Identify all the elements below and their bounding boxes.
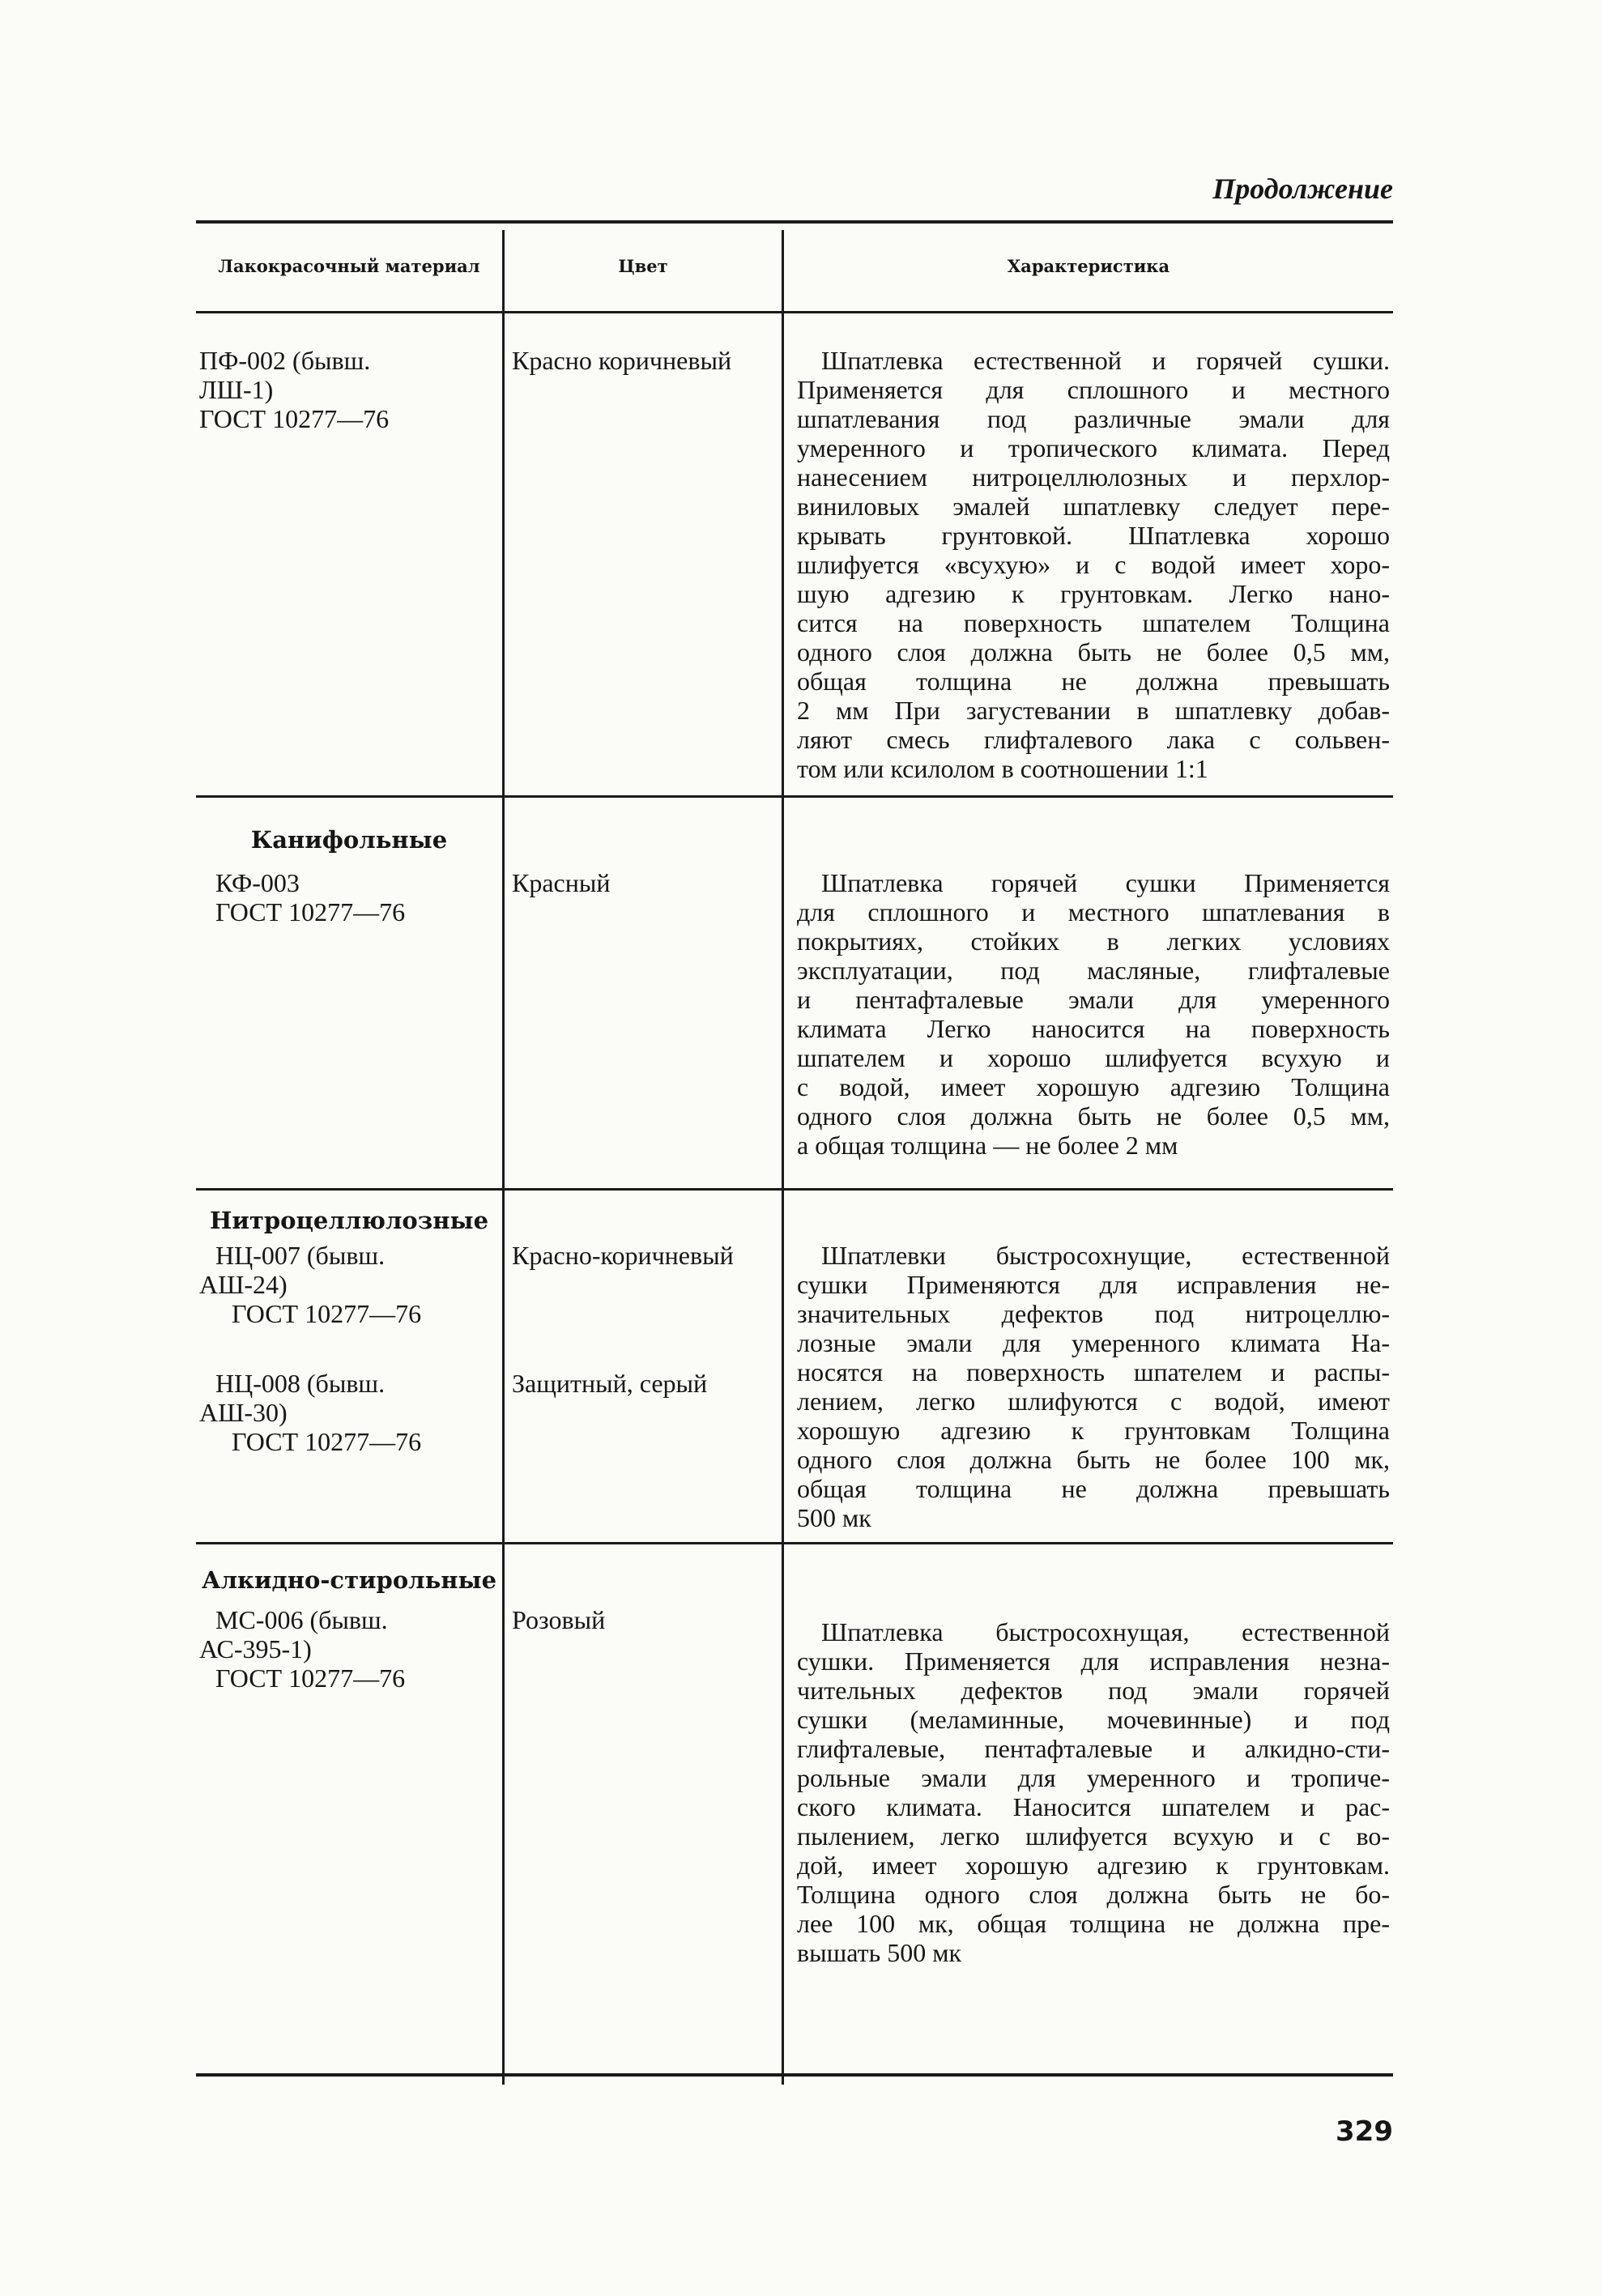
material-former-code: ЛШ-1) [199,375,274,404]
description-line: рольные эмали для умеренного и тропиче- [797,1763,1390,1792]
description-line: крывать грунтовкой. Шпатлевка хорошо [797,521,1390,550]
material-former-code: АС-395-1) [199,1634,312,1663]
description-line: Шпатлевки быстросохнущие, естественной [821,1241,1390,1270]
description-line: с водой, имеет хорошую адгезию Толщина [797,1072,1390,1101]
column-divider [782,230,784,2085]
description-line: одного слоя должна быть не более 100 мк, [797,1445,1390,1474]
color-cell: Красно-коричневый [512,1241,734,1270]
group-heading: Нитроцеллюлозные [209,1207,489,1234]
characteristics-cell [797,868,1390,1160]
group-heading: Канифольные [250,826,448,854]
description-line: Толщина одного слоя должна быть не бо- [797,1880,1390,1909]
description-line: умеренного и тропического климата. Перед [797,433,1390,462]
description-line: Шпатлевка естественной и горячей сушки. [821,346,1390,375]
characteristics-cell [797,1617,1390,1967]
color-cell: Защитный, серый [512,1369,708,1398]
material-gost: ГОСТ 10277—76 [199,404,390,433]
column-divider [502,230,505,2085]
column-header-color: Цвет [618,255,668,276]
description-line: значительных дефектов под нитроцеллю- [797,1299,1390,1328]
material-cell [196,1605,501,1693]
description-line: шпатлевания под различные эмали для [797,404,1390,433]
description-line: лозные эмали для умеренного климата На- [797,1328,1390,1357]
row-divider [196,795,1393,798]
material-gost: ГОСТ 10277—76 [215,1663,406,1693]
description-line: сится на поверхность шпателем Толщина [797,608,1390,637]
table-bottom-rule [196,2073,1393,2077]
description-line: ского климата. Наносится шпателем и рас- [797,1792,1390,1821]
material-gost: ГОСТ 10277—76 [215,897,406,926]
characteristics-cell [797,346,1390,783]
description-line: общая толщина не должна превышать [797,667,1390,696]
material-former-code: АШ-24) [199,1270,288,1299]
description-line: шую адгезию к грунтовкам. Легко нано- [797,579,1390,608]
description-line: 2 мм При загустевании в шпатлевку добав- [797,696,1390,725]
continuation-label: Продолжение [1212,173,1393,205]
description-line: сушки Применяются для исправления не- [797,1270,1390,1299]
material-cell [196,1369,501,1456]
description-line: общая толщина не должна превышать [797,1474,1390,1503]
description-line: сушки. Применяется для исправления незна- [797,1646,1390,1676]
material-name: НЦ-007 (бывш. [215,1241,386,1270]
description-line: ляют смесь глифталевого лака с сольвен- [797,725,1390,754]
column-header-material: Лакокрасочный материал [218,255,480,276]
description-line: Применяется для сплошного и местного [797,375,1390,404]
materials-table [196,220,1393,2085]
description-line: лее 100 мк, общая толщина не должна пре- [797,1909,1390,1938]
description-line: и пентафталевые эмали для умеренного [797,985,1390,1014]
description-line: одного слоя должна быть не более 0,5 мм, [797,1101,1390,1131]
description-line: чительных дефектов под эмали горячей [797,1676,1390,1705]
characteristics-cell [797,1241,1390,1532]
group-heading: Алкидно-стирольные [201,1566,497,1594]
description-line: Шпатлевка быстросохнущая, естественной [821,1617,1390,1646]
description-line: шпателем и хорошо шлифуется всухую и [797,1043,1390,1072]
material-cell [196,868,501,926]
description-line: вышать 500 мк [797,1938,961,1967]
material-name: НЦ-008 (бывш. [215,1369,386,1398]
header-bottom-rule [196,311,1393,313]
material-cell [196,346,501,433]
description-line: климата Легко наносится на поверхность [797,1014,1390,1043]
material-gost: ГОСТ 10277—76 [232,1299,422,1328]
description-line: пылением, легко шлифуется всухую и с во- [797,1821,1390,1851]
row-divider [196,1188,1393,1191]
material-gost: ГОСТ 10277—76 [232,1427,422,1456]
description-line: глифталевые, пентафталевые и алкидно-сти- [797,1734,1390,1763]
description-line: нанесением нитроцеллюлозных и перхлор- [797,462,1390,492]
description-line: одного слоя должна быть не более 0,5 мм, [797,637,1390,667]
description-line: эксплуатации, под масляные, глифталевые [797,956,1390,985]
page-number: 329 [1336,2115,1393,2148]
description-line: шлифуется «всухую» и с водой имеет хоро- [797,550,1390,579]
description-line: для сплошного и местного шпатлевания в [797,897,1390,926]
description-line: лением, легко шлифуются с водой, имеют [797,1387,1390,1416]
color-cell: Красно коричневый [512,346,732,375]
color-cell: Розовый [512,1605,606,1634]
column-header-characteristics: Характеристика [1007,255,1170,276]
description-line: сушки (меламинные, мочевинные) и под [797,1705,1390,1734]
description-line: а общая толщина — не более 2 мм [797,1131,1178,1160]
description-line: виниловых эмалей шпатлевку следует пере- [797,492,1390,521]
description-line: Шпатлевка горячей сушки Применяется [821,868,1390,897]
material-former-code: АШ-30) [199,1398,288,1427]
description-line: 500 мк [797,1503,871,1532]
description-line: носятся на поверхность шпателем и распы- [797,1357,1390,1387]
material-name: ПФ-002 (бывш. [199,346,371,375]
material-name: МС-006 (бывш. [215,1605,388,1634]
description-line: том или ксилолом в соотношении 1:1 [797,754,1208,783]
material-name: КФ-003 [215,868,300,897]
row-divider [196,1542,1393,1544]
color-cell: Красный [512,868,611,897]
description-line: дой, имеет хорошую адгезию к грунтовкам. [797,1851,1390,1880]
material-cell [196,1241,501,1328]
description-line: покрытиях, стойких в легких условиях [797,926,1390,956]
table-top-rule [196,220,1393,224]
description-line: хорошую адгезию к грунтовкам Толщина [797,1416,1390,1445]
